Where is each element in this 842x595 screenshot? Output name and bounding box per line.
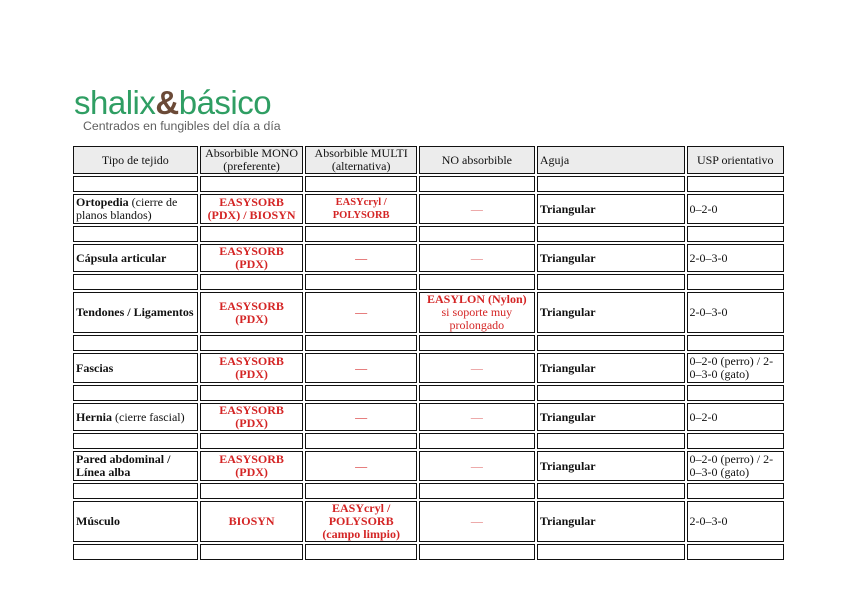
usp-cell: 2-0–3-0 [687,501,785,542]
usp-cell: 0–2-0 (perro) / 2-0–3-0 (gato) [687,353,785,383]
mono-cell: EASYSORB (PDX) [200,353,304,383]
needle-cell: Triangular [537,451,685,481]
multi-cell: — [305,292,416,333]
no-abs-cell: — [419,403,535,431]
mono-cell: EASYSORB (PDX) [200,244,304,272]
tissue-cell: Cápsula articular [73,244,198,272]
mono-cell: BIOSYN [200,501,304,542]
mono-cell: EASYSORB (PDX) [200,403,304,431]
table-row [73,194,784,224]
usp-cell: 2-0–3-0 [687,244,785,272]
multi-cell: — [305,403,416,431]
no-abs-cell: — [419,194,535,224]
no-abs-cell: — [419,244,535,272]
spacer-row [73,433,784,449]
brand-logo [74,86,281,133]
header-usp: USP orientativo [687,146,785,174]
no-abs-cell: — [419,451,535,481]
tissue-cell: Músculo [73,501,198,542]
table-row [73,501,784,542]
table-row [73,244,784,272]
needle-cell: Triangular [537,292,685,333]
spacer-row [73,226,784,242]
usp-cell: 0–2-0 [687,194,785,224]
usp-cell: 0–2-0 [687,403,785,431]
logo-wordmark: shalix&básico [74,84,272,121]
header-absorbable-multi: Absorbible MULTI (alternativa) [305,146,416,174]
tissue-cell: Fascias [73,353,198,383]
needle-cell: Triangular [537,353,685,383]
mono-cell: EASYSORB (PDX) [200,451,304,481]
spacer-row [73,176,784,192]
suture-guide-table [71,144,786,562]
no-abs-cell: EASYLON (Nylon) si soporte muy prolongado [419,292,535,333]
table-row [73,451,784,481]
spacer-row [73,483,784,499]
no-abs-cell: — [419,501,535,542]
needle-cell: Triangular [537,403,685,431]
multi-cell: — [305,244,416,272]
usp-cell: 2-0–3-0 [687,292,785,333]
multi-cell: EASYcryl / POLYSORB (campo limpio) [305,501,416,542]
mono-cell: EASYSORB (PDX) [200,292,304,333]
table-row [73,292,784,333]
needle-cell: Triangular [537,244,685,272]
mono-cell: EASYSORB (PDX) / BIOSYN [200,194,304,224]
spacer-row [73,335,784,351]
logo-tagline: Centrados en fungibles del día a día [83,119,281,133]
needle-cell: Triangular [537,501,685,542]
spacer-row [73,385,784,401]
tissue-cell: Tendones / Ligamentos [73,292,198,333]
tissue-cell: Hernia (cierre fascial) [73,403,198,431]
spacer-row [73,274,784,290]
multi-cell: — [305,353,416,383]
multi-cell: — [305,451,416,481]
no-abs-cell: — [419,353,535,383]
header-absorbable-mono: Absorbible MONO (preferente) [200,146,304,174]
multi-cell: EASYcryl / POLYSORB [305,194,416,224]
header-non-absorbable: NO absorbible [419,146,535,174]
usp-cell: 0–2-0 (perro) / 2-0–3-0 (gato) [687,451,785,481]
spacer-row [73,544,784,560]
table-row [73,403,784,431]
header-needle: Aguja [537,146,685,174]
tissue-cell: Pared abdominal / Línea alba [73,451,198,481]
table-header-row [73,146,784,174]
table-row [73,353,784,383]
header-tissue-type: Tipo de tejido [73,146,198,174]
tissue-cell: Ortopedia (cierre de planos blandos) [73,194,198,224]
needle-cell: Triangular [537,194,685,224]
